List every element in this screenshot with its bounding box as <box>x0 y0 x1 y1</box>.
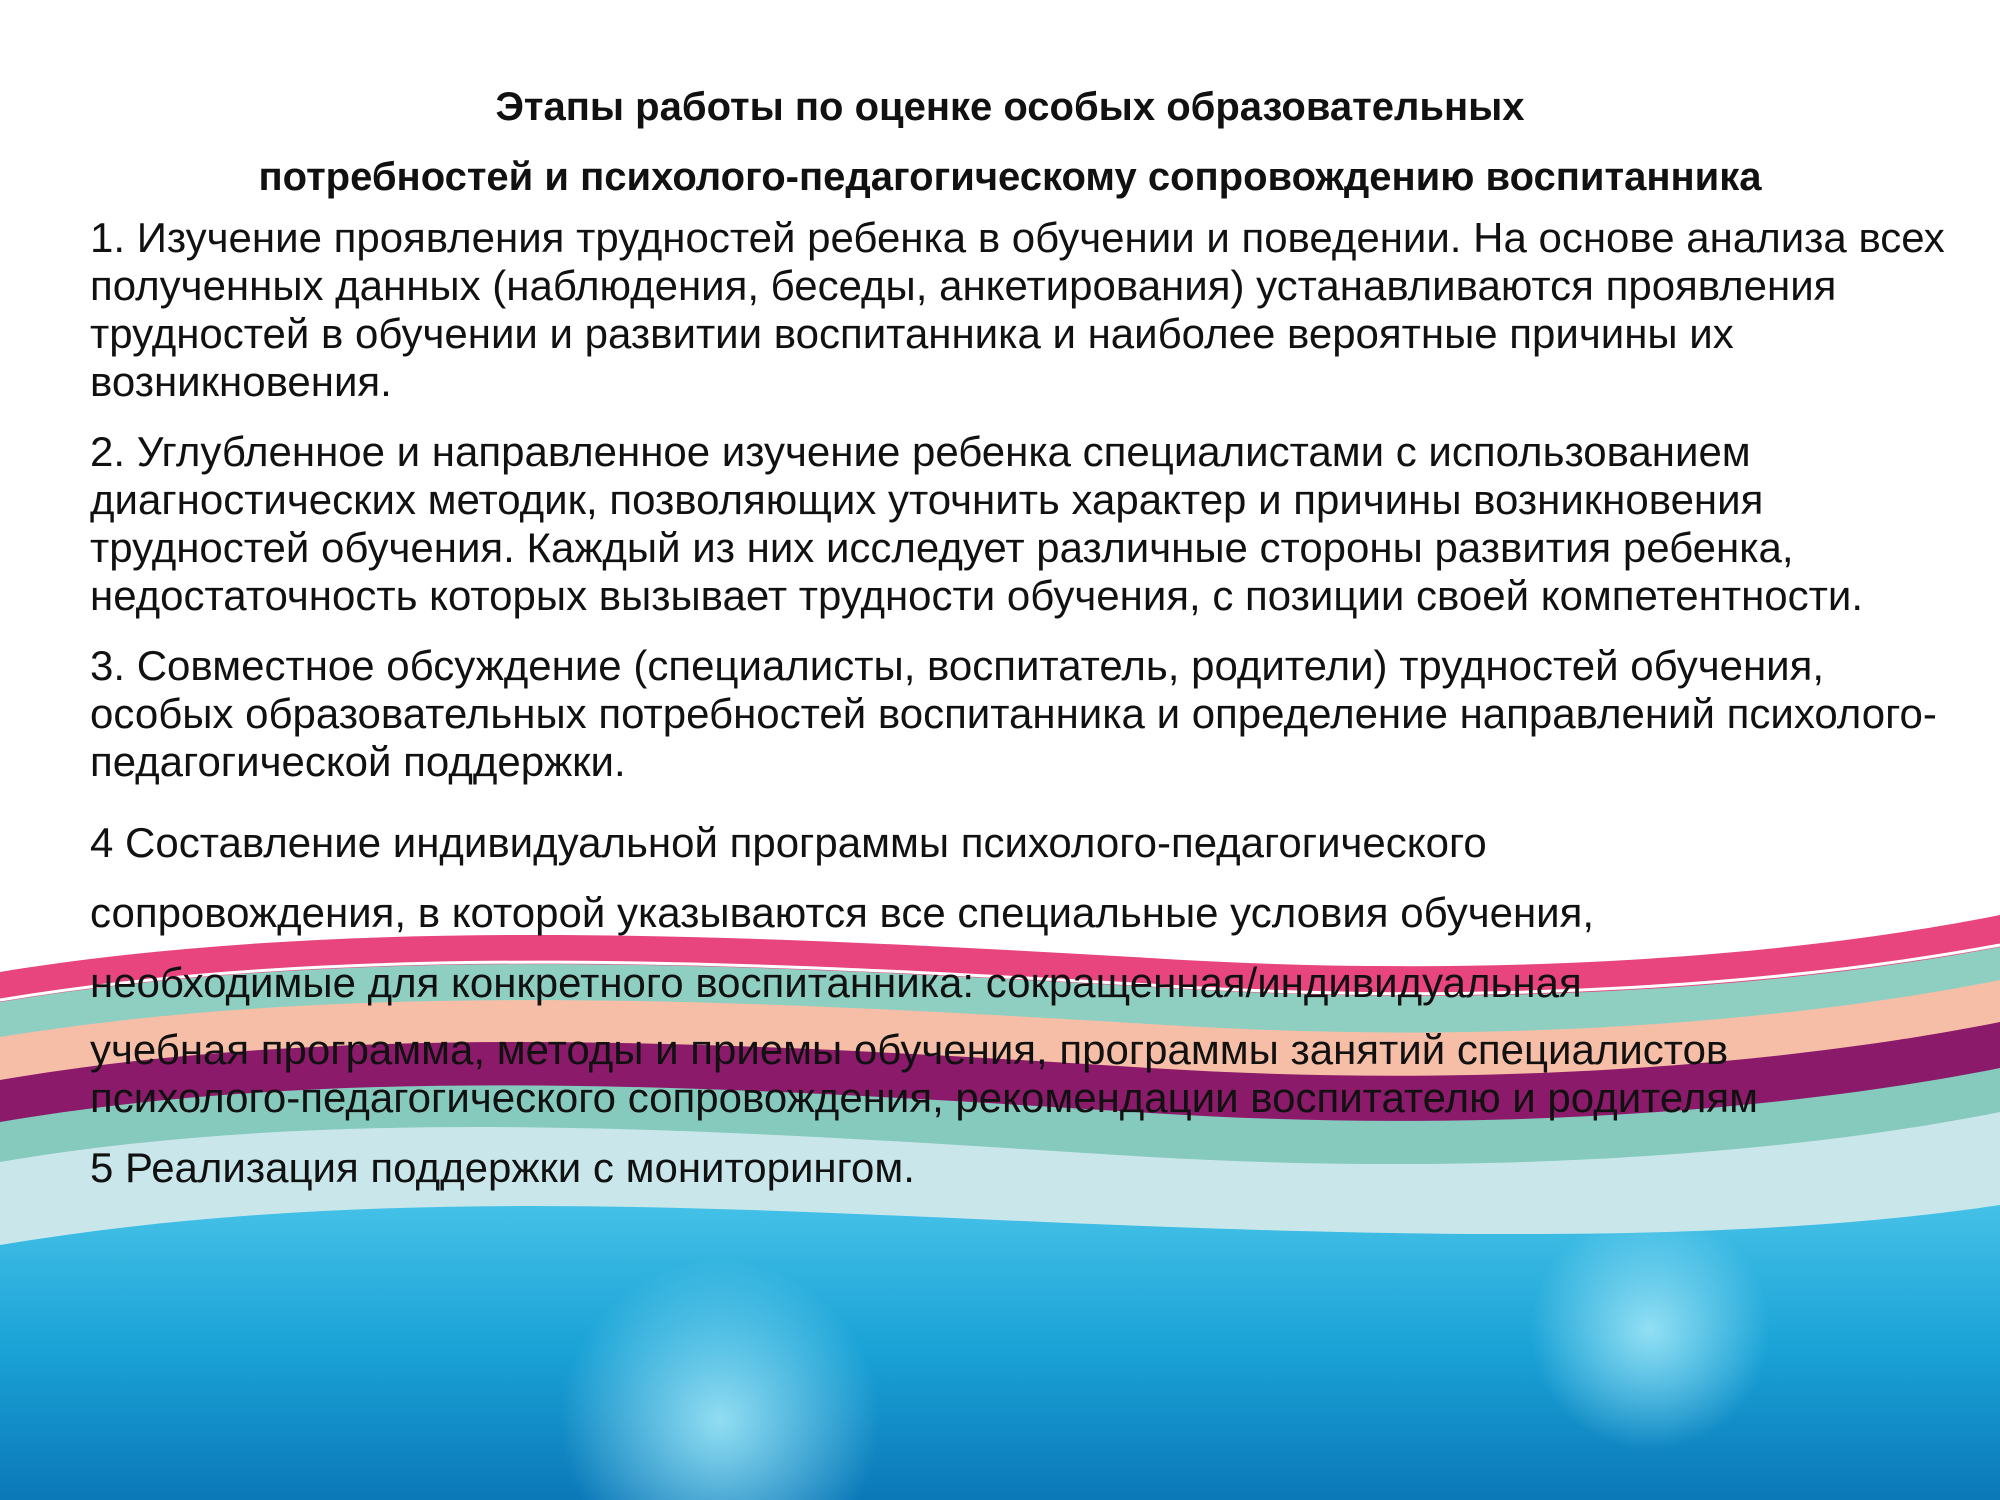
stage-item-1: 1. Изучение проявления трудностей ребенка в обучении и поведении. На основе анализа всех полученных данных (наблюдения, беседы, анкетирования) устанавливаются проявления трудностей в обучении и развитии воспитанника и наиболее вероятные причины их возникновения. <box>90 214 1945 405</box>
title-line: Этапы работы по оценке особых образовательных <box>495 85 1525 129</box>
stage-item-2: 2. Углубленное и направленное изучение ребенка специалистами с использованием диагностических методик, позволяющих уточнить характер и причины возникновения трудностей обучения. Каждый из них исследует различные стороны развития ребенка, недостаточность которых вызывает трудности обучения, с позиции своей компетентности. <box>90 428 1863 619</box>
stage-item-4-line: психолого-педагогического сопровождения, рекомендации воспитателю и родителям <box>90 1074 1759 1121</box>
stage-item-4-line: необходимые для конкретного воспитанника: сокращенная/индивидуальная <box>90 959 1582 1006</box>
sea-glow <box>1530 1210 1770 1450</box>
title-line: потребностей и психолого-педагогическому сопровождению воспитанника <box>258 155 1762 199</box>
slide-content <box>90 72 1950 1214</box>
stage-item-4 <box>90 808 1950 1122</box>
stage-item-5: 5 Реализация поддержки с мониторингом. <box>90 1144 915 1191</box>
stage-item-3: 3. Совместное обсуждение (специалисты, воспитатель, родители) трудностей обучения, особых образовательных потребностей воспитанника и определение направлений психолого-педагогической поддержки. <box>90 642 1937 785</box>
stage-item-4-line: сопровождения, в которой указываются все специальные условия обучения, <box>90 889 1595 936</box>
stage-item-4-line: 4 Составление индивидуальной программы психолого-педагогического <box>90 819 1487 866</box>
slide-title <box>90 72 1930 212</box>
stage-item-4-line: учебная программа, методы и приемы обучения, программы занятий специалистов <box>90 1026 1729 1073</box>
